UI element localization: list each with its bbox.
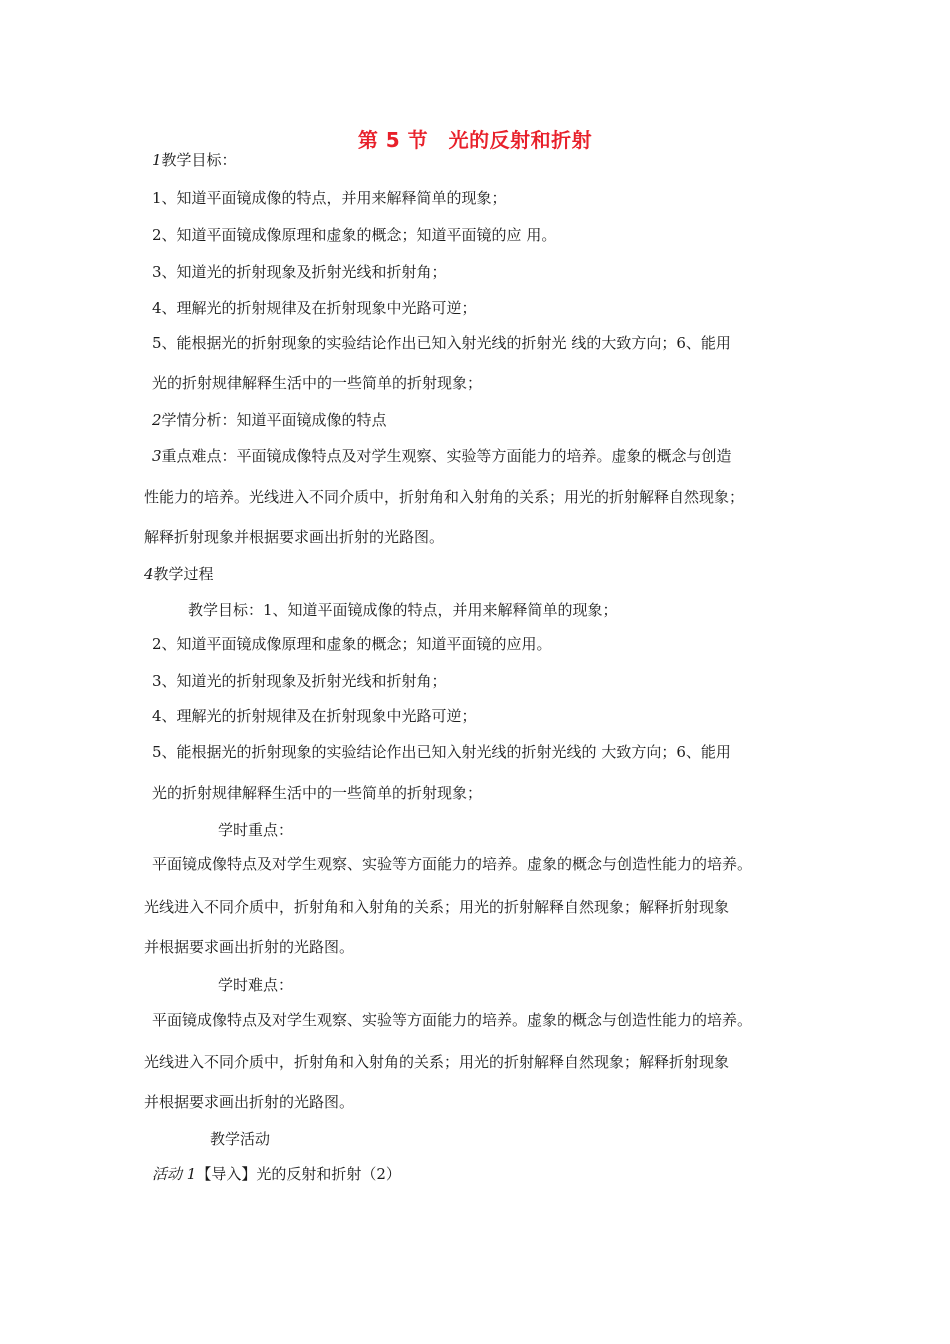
objective-5: 5、能根据光的折射现象的实验结论作出已知入射光线的折射光 线的大致方向；6、能用 (152, 334, 731, 352)
key-hours-text-1: 平面镜成像特点及对学生观察、实验等方面能力的培养。虚象的概念与创造性能力的培养。 (152, 855, 753, 873)
difficult-hours-text-3: 并根据要求画出折射的光路图。 (144, 1093, 355, 1111)
difficult-hours-text-2: 光线进入不同介质中，折射角和入射角的关系；用光的折射解释自然现象；解释折射现象 (144, 1053, 730, 1071)
page-title: 第 5 节 光的反射和折射 (357, 128, 593, 152)
section-analysis: 2学情分析：知道平面镜成像的特点 (152, 411, 387, 429)
objective-4: 4、理解光的折射规律及在折射现象中光路可逆； (152, 299, 477, 317)
activity-1: 活动 1【导入】光的反射和折射（2） (152, 1165, 401, 1183)
process-objective-5-cont: 光的折射规律解释生活中的一些简单的折射现象； (152, 784, 483, 802)
section-number: 4 (144, 565, 154, 583)
section-objectives-heading: 1教学目标： (152, 151, 237, 169)
key-hours-text-3: 并根据要求画出折射的光路图。 (144, 938, 355, 956)
objective-5-cont: 光的折射规律解释生活中的一些简单的折射现象； (152, 374, 483, 392)
objective-3: 3、知道光的折射现象及折射光线和折射角； (152, 263, 447, 281)
section-number: 3 (152, 447, 162, 465)
activity-number: 活动 1 (152, 1165, 197, 1183)
objective-2: 2、知道平面镜成像原理和虚象的概念；知道平面镜的应 用。 (152, 226, 557, 244)
key-points-cont-1: 性能力的培养。光线进入不同介质中，折射角和入射角的关系；用光的折射解释自然现象； (144, 488, 745, 506)
process-objective-2: 2、知道平面镜成像原理和虚象的概念；知道平面镜的应用。 (152, 635, 552, 653)
teaching-activities-heading: 教学活动 (210, 1130, 271, 1148)
process-objective-1: 教学目标：1、知道平面镜成像的特点，并用来解释简单的现象； (188, 601, 618, 619)
section-number: 1 (152, 151, 162, 169)
difficult-hours-heading: 学时难点： (218, 976, 294, 994)
process-objective-4: 4、理解光的折射规律及在折射现象中光路可逆； (152, 707, 477, 725)
objective-1: 1、知道平面镜成像的特点，并用来解释简单的现象； (152, 189, 507, 207)
section-number: 2 (152, 411, 162, 429)
key-hours-heading: 学时重点： (218, 821, 294, 839)
key-points-cont-2: 解释折射现象并根据要求画出折射的光路图。 (144, 528, 445, 546)
difficult-hours-text-1: 平面镜成像特点及对学生观察、实验等方面能力的培养。虚象的概念与创造性能力的培养。 (152, 1011, 753, 1029)
process-objective-5: 5、能根据光的折射现象的实验结论作出已知入射光线的折射光线的 大致方向；6、能用 (152, 743, 731, 761)
process-objective-3: 3、知道光的折射现象及折射光线和折射角； (152, 672, 447, 690)
section-process: 4教学过程 (144, 565, 214, 583)
key-hours-text-2: 光线进入不同介质中，折射角和入射角的关系；用光的折射解释自然现象；解释折射现象 (144, 898, 730, 916)
section-key-points: 3重点难点：平面镜成像特点及对学生观察、实验等方面能力的培养。虚象的概念与创造 (152, 447, 732, 465)
